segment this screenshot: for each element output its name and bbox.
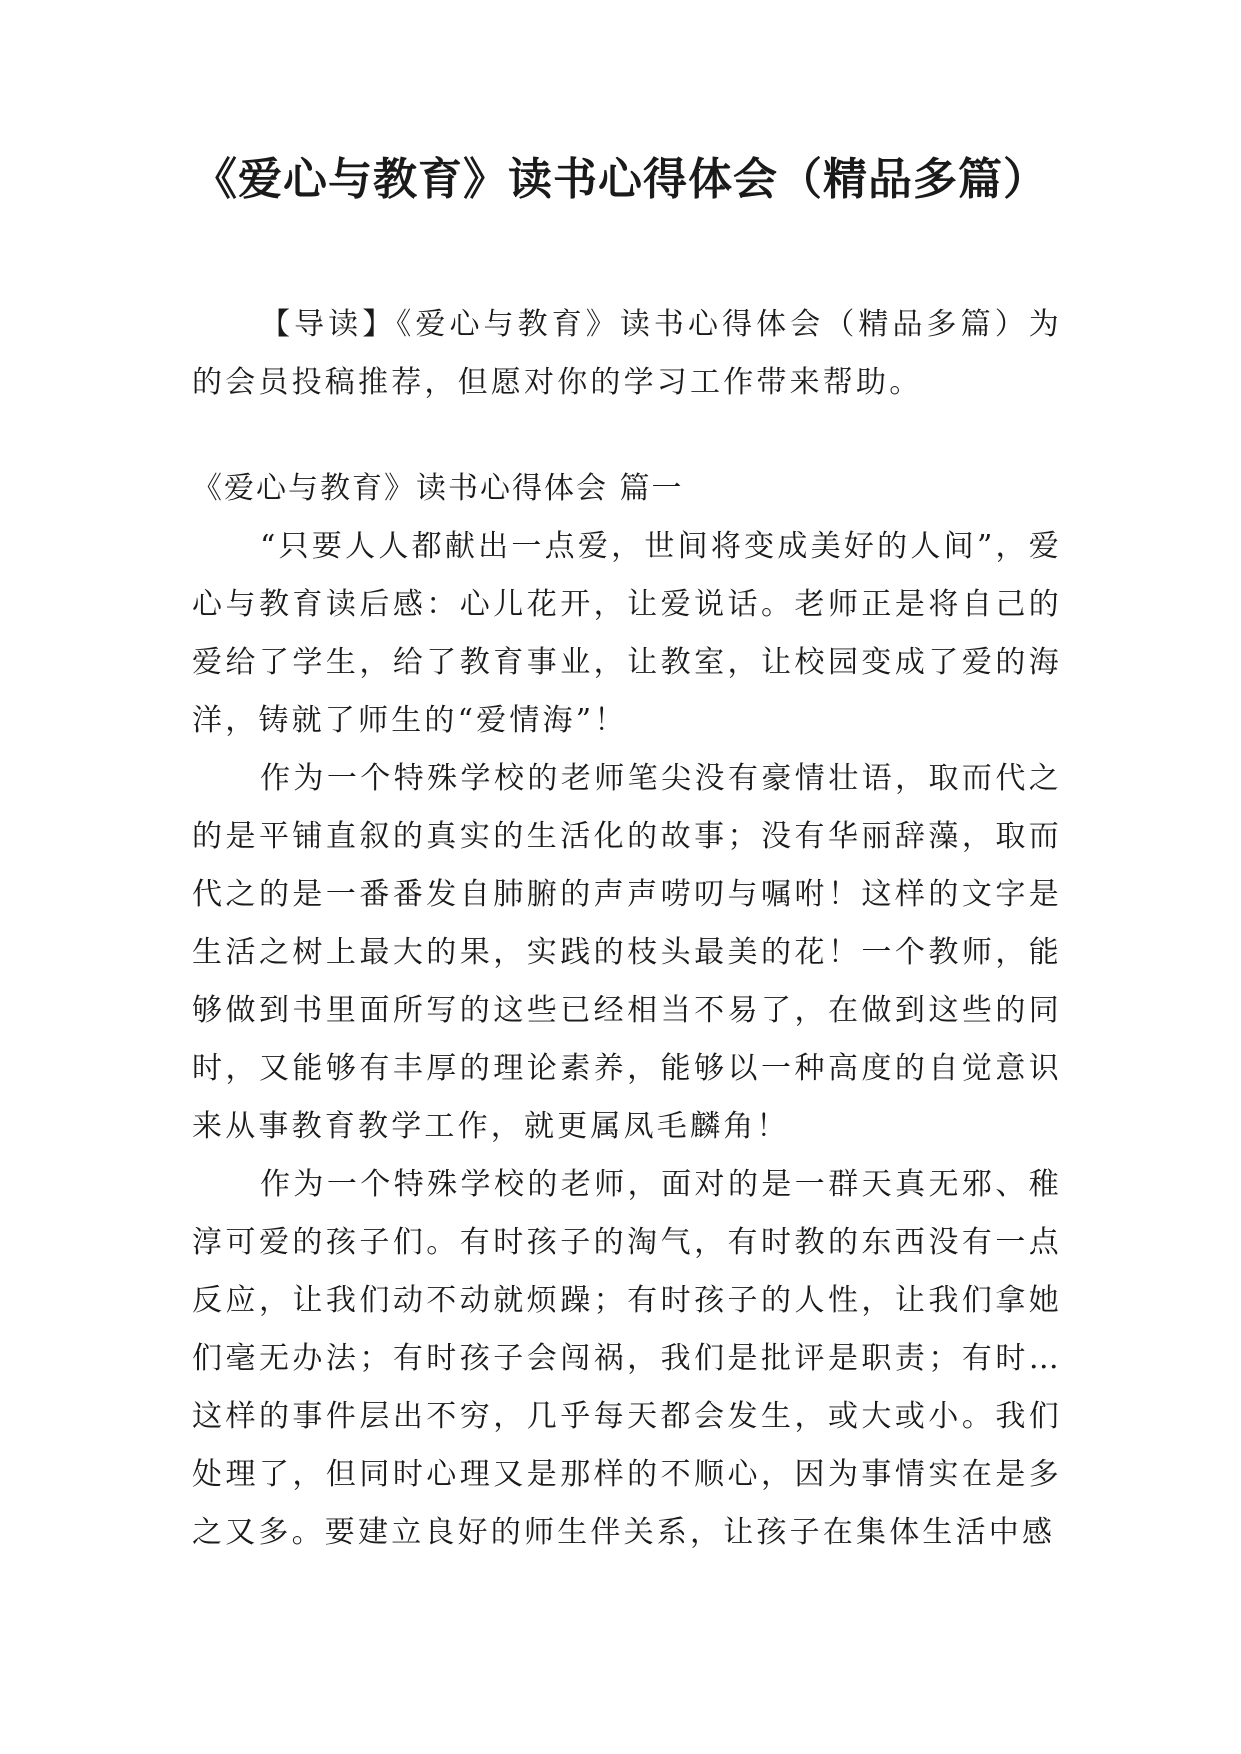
section-heading: 《爱心与教育》读书心得体会 篇一 [192,471,684,506]
body-paragraph-2: 作为一个特殊学校的老师笔尖没有豪情壮语，取而代之的是平铺直叙的真实的生活化的故事；没有华丽辞藻，取而代之的是一番番发自肺腑的声声唠叨与嘱咐！这样的文字是生活之树上最大的果，实践的枝头最美的花！一个教师，能够做到书里面所写的这些已经相当不易了，在做到这些的同时，又能够有丰厚的理论素养，能够以一种高度的自觉意识来从事教育教学工作，就更属凤毛麟角！ [192,761,1062,1144]
body-paragraph-3: 作为一个特殊学校的老师，面对的是一群天真无邪、稚淳可爱的孩子们。有时孩子的淘气，有时教的东西没有一点反应，让我们动不动就烦躁；有时孩子的人性，让我们拿她们毫无办法；有时孩子会闯祸，我们是批评是职责；有时…这样的事件层出不穷，几乎每天都会发生，或大或小。我们处理了，但同时心理又是那样的不顺心，因为事情实在是多之又多。要建立良好的师生伴关系，让孩子在集体生活中感 [192,1167,1062,1550]
intro-block [192,296,1062,412]
document-title: 《爱心与教育》读书心得体会（精品多篇） [193,154,1048,205]
body-paragraph-1: “只要人人都献出一点爱，世间将变成美好的人间”，爱心与教育读后感：心儿花开，让爱说话。老师正是将自己的爱给了学生，给了教育事业，让教室，让校园变成了爱的海洋，铸就了师生的“爱情海”！ [192,529,1062,738]
section-block [192,460,1062,1562]
intro-paragraph: 【导读】《爱心与教育》读书心得体会（精品多篇）为的会员投稿推荐，但愿对你的学习工作带来帮助。 [192,307,1062,400]
